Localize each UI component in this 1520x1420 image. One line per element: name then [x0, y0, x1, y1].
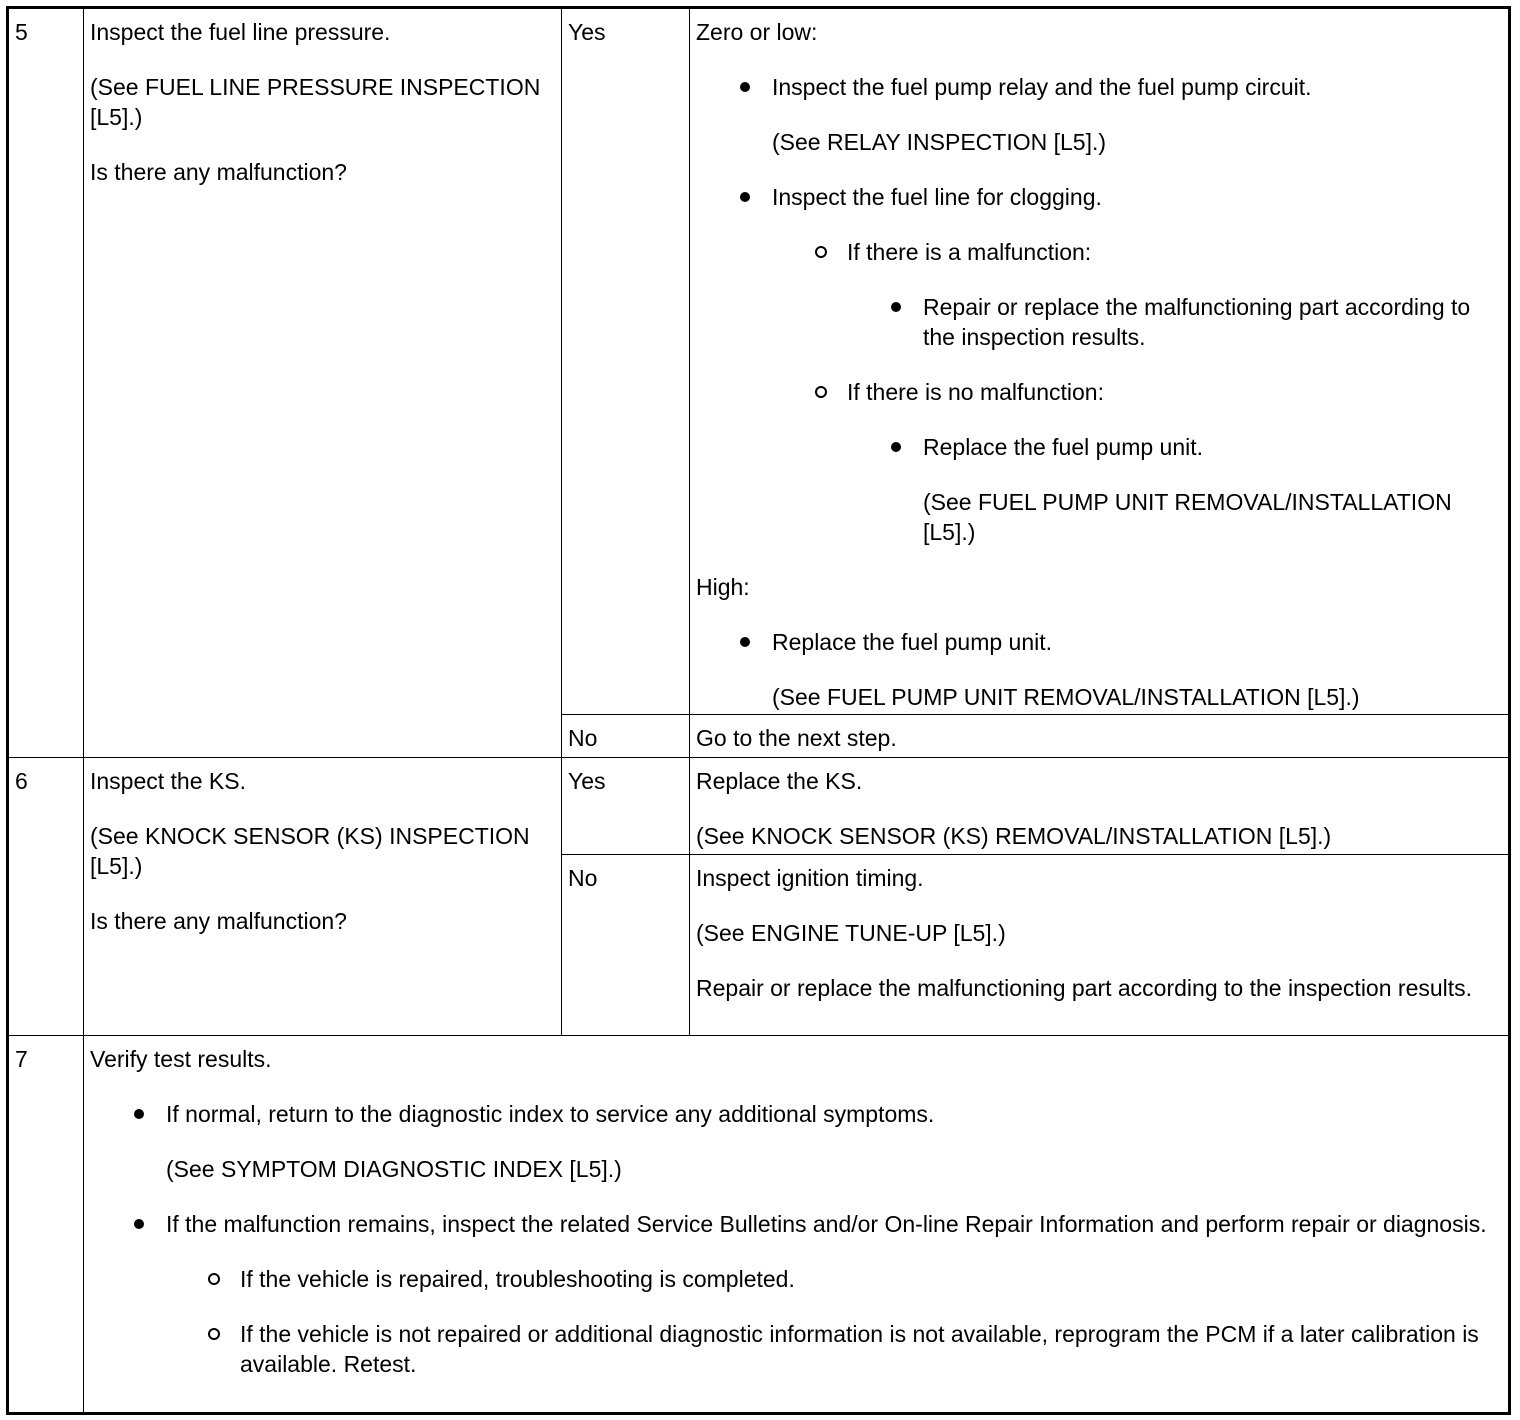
list-item-text: Inspect the fuel pump relay and the fuel pump circuit.	[772, 74, 1312, 100]
list-item	[696, 72, 1502, 102]
bullet-icon	[740, 82, 750, 92]
action-note: Repair or replace the malfunctioning part according to the inspection results.	[696, 975, 1473, 1001]
bullet-icon	[891, 302, 901, 312]
sub-list-item	[771, 377, 1502, 407]
bullet-icon	[740, 637, 750, 647]
list-item-text: If the vehicle is repaired, troubleshooting is completed.	[240, 1266, 795, 1292]
list-item-reference: (See FUEL PUMP UNIT REMOVAL/INSTALLATION [L5].)	[923, 489, 1452, 545]
sub-list-item	[164, 1319, 1502, 1379]
inspection-title: Inspect the KS.	[90, 768, 246, 794]
step-5-row	[8, 8, 1510, 715]
circle-bullet-icon	[208, 1328, 220, 1340]
list-item	[696, 627, 1502, 657]
list-item	[847, 292, 1502, 352]
inspection-question: Is there any malfunction?	[90, 908, 347, 934]
list-item-text: If normal, return to the diagnostic index to service any additional symptoms.	[166, 1101, 935, 1127]
list-item	[90, 1209, 1502, 1239]
inspection-reference: (See KNOCK SENSOR (KS) INSPECTION [L5].)	[90, 823, 530, 879]
high-heading: High:	[696, 574, 750, 600]
sub-list-item	[164, 1264, 1502, 1294]
circle-bullet-icon	[815, 386, 827, 398]
step-number-cell	[8, 758, 84, 1036]
list-item-reference: (See RELAY INSPECTION [L5].)	[772, 129, 1107, 155]
bullet-icon	[134, 1109, 144, 1119]
inspection-title: Inspect the fuel line pressure.	[90, 19, 391, 45]
step-number: 5	[15, 19, 28, 45]
answer-yes: Yes	[568, 768, 606, 794]
bullet-icon	[891, 442, 901, 452]
verify-title: Verify test results.	[90, 1046, 272, 1072]
answer-no: No	[568, 725, 598, 751]
step-number: 7	[15, 1046, 28, 1072]
action-reference: (See ENGINE TUNE-UP [L5].)	[696, 920, 1006, 946]
circle-bullet-icon	[815, 246, 827, 258]
inspection-cell	[84, 8, 562, 758]
action-text: Replace the KS.	[696, 768, 863, 794]
answer-no-cell	[562, 855, 690, 1036]
answer-yes-cell	[562, 758, 690, 855]
list-item-text: If there is no malfunction:	[847, 379, 1104, 405]
action-cell	[690, 8, 1510, 715]
list-item-text: If the vehicle is not repaired or additional diagnostic information is not available, reprogram the PCM if a later calibration is available. Retest.	[240, 1321, 1479, 1377]
action-text: Inspect ignition timing.	[696, 865, 924, 891]
inspection-reference: (See FUEL LINE PRESSURE INSPECTION [L5].)	[90, 74, 541, 130]
step-6-row	[8, 758, 1510, 855]
action-cell	[690, 715, 1510, 758]
step-number: 6	[15, 768, 28, 794]
verify-cell	[84, 1036, 1510, 1414]
list-item-text: If the malfunction remains, inspect the related Service Bulletins and/or On-line Repair Information and perform repair or diagnosis.	[166, 1211, 1487, 1237]
step-number-cell	[8, 1036, 84, 1414]
list-item-reference: (See SYMPTOM DIAGNOSTIC INDEX [L5].)	[166, 1156, 622, 1182]
zero-low-heading: Zero or low:	[696, 19, 818, 45]
answer-no-cell	[562, 715, 690, 758]
answer-yes-cell	[562, 8, 690, 715]
list-item	[696, 182, 1502, 212]
step-number-cell	[8, 8, 84, 758]
inspection-cell	[84, 758, 562, 1036]
list-item-text: If there is a malfunction:	[847, 239, 1092, 265]
list-item-reference: (See FUEL PUMP UNIT REMOVAL/INSTALLATION [L5].)	[772, 684, 1360, 710]
answer-yes: Yes	[568, 19, 606, 45]
list-item-text: Repair or replace the malfunctioning part according to the inspection results.	[923, 294, 1471, 350]
list-item	[90, 1099, 1502, 1129]
diagnostic-table	[6, 6, 1511, 1415]
sub-list-item	[771, 237, 1502, 267]
step-7-row	[8, 1036, 1510, 1414]
circle-bullet-icon	[208, 1273, 220, 1285]
answer-no: No	[568, 865, 598, 891]
inspection-question: Is there any malfunction?	[90, 159, 347, 185]
bullet-icon	[740, 192, 750, 202]
list-item	[847, 432, 1502, 462]
list-item-text: Replace the fuel pump unit.	[923, 434, 1204, 460]
list-item-text: Replace the fuel pump unit.	[772, 629, 1053, 655]
action-reference: (See KNOCK SENSOR (KS) REMOVAL/INSTALLATION [L5].)	[696, 823, 1332, 849]
bullet-icon	[134, 1219, 144, 1229]
action-cell	[690, 855, 1510, 1036]
action-text: Go to the next step.	[696, 725, 897, 751]
list-item-text: Inspect the fuel line for clogging.	[772, 184, 1102, 210]
action-cell	[690, 758, 1510, 855]
